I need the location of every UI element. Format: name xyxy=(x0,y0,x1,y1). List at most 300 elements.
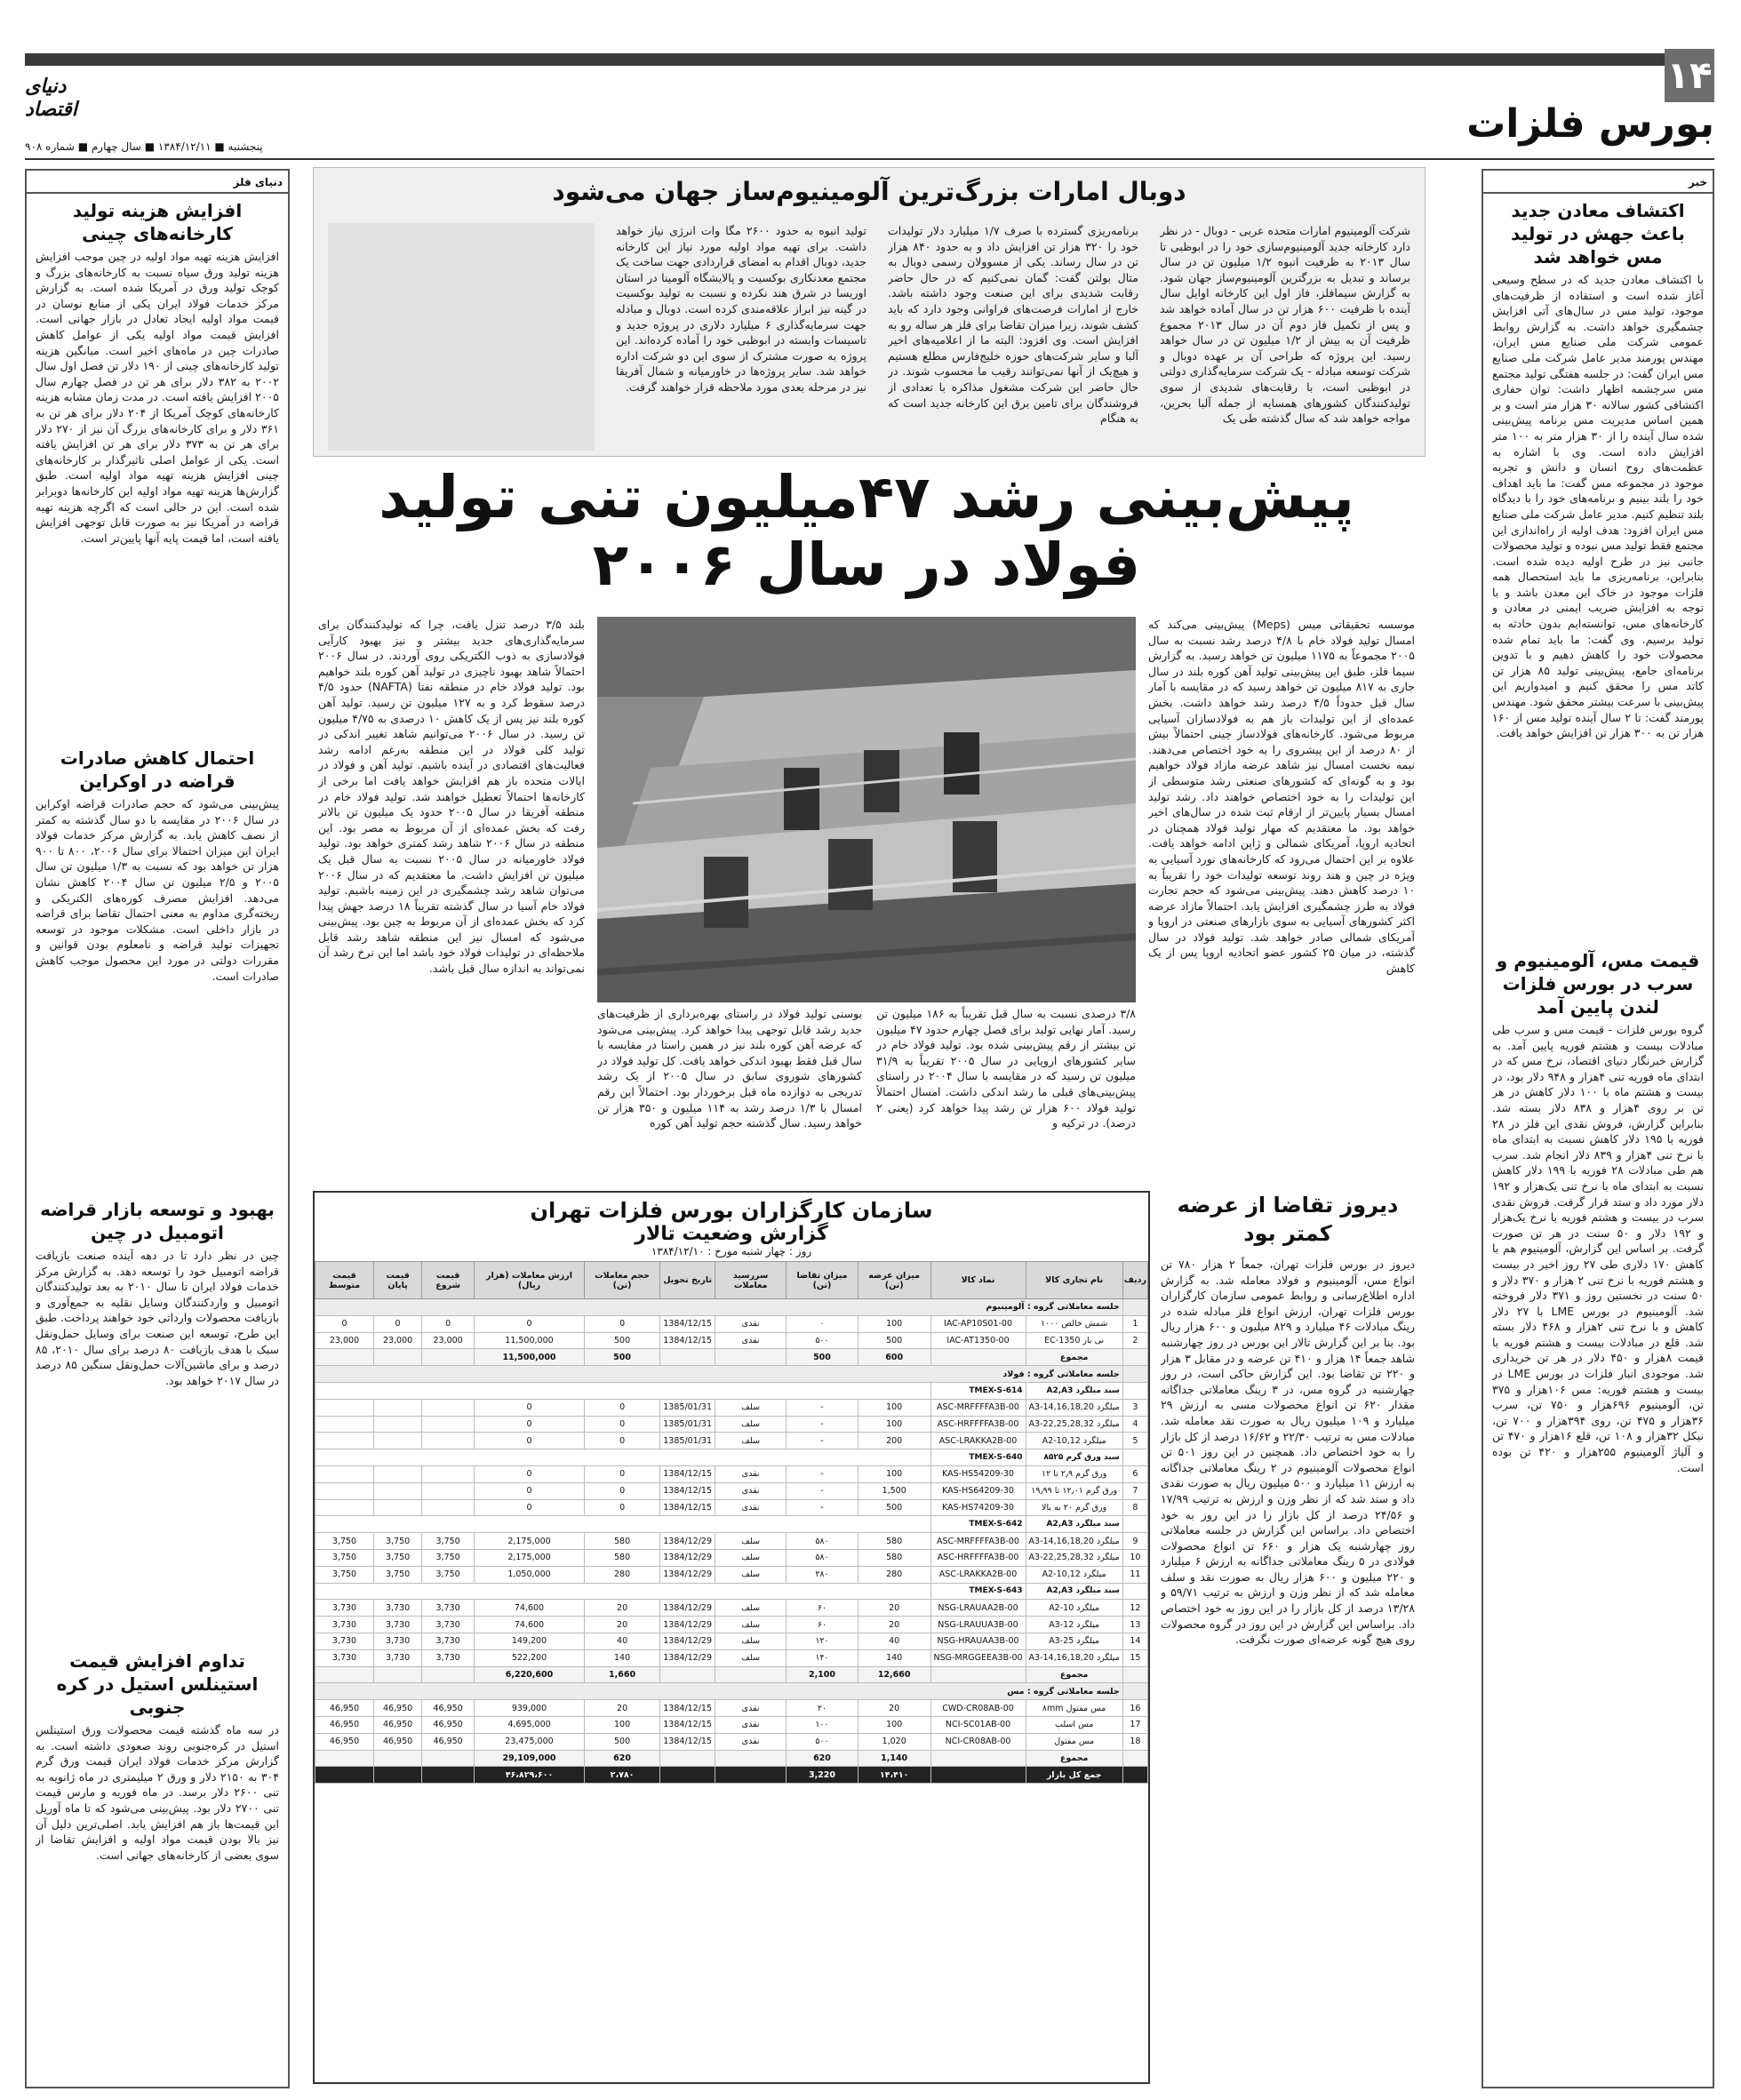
main-headline xyxy=(329,464,1404,606)
table-cell xyxy=(930,1666,1026,1683)
table-cell: - xyxy=(787,1433,859,1449)
table-cell: 2,175,000 xyxy=(475,1533,585,1550)
table-cell xyxy=(422,1465,475,1482)
table-cell xyxy=(315,1449,931,1466)
header-rule xyxy=(25,158,1714,160)
column-header: سررسید معاملات xyxy=(715,1262,787,1299)
table-cell xyxy=(422,1750,475,1767)
table-cell: 580 xyxy=(584,1549,659,1566)
table-row xyxy=(315,1382,1148,1399)
table-cell: ASC-HRFFFFA3B-00 xyxy=(930,1416,1026,1433)
table-cell: 500 xyxy=(858,1499,930,1516)
table-cell: میلگرد A3-14,16,18,20 xyxy=(1026,1649,1122,1666)
table-cell: 1384/12/15 xyxy=(660,1700,715,1717)
table-cell: شمش خالص ۱۰۰۰ xyxy=(1026,1315,1122,1332)
table-cell xyxy=(374,1399,422,1416)
column-tag: خبر xyxy=(1483,171,1713,194)
story-column: بلند ۳/۵ درصد تنزل یافت، چرا که تولیدکنندگان برای سرمایه‌گذاری‌های جدید بیشتر و نیز بهبود کارآیی فولادسازی به ذوب الکتریکی روی آوردند. در سال ۲۰۰۶ احتمالاً شاهد بهبود ناچیزی در تولید آهن کوره بلند خواهیم بود. تولید فولاد خام در منطقه نفتا (NAFTA) حدود ۴/۵ درصد سقوط کرد و به ۱۲۷ میلیون تن رسید. تولید آهن کوره بلند نیز پس از یک کاهش ۱۰ درصدی به ۴/۷۵ میلیون تن رسید. در سال ۲۰۰۶ می‌توانیم شاهد تغییر اندکی در تولید کلی فولاد در این منطقه به‌رغم ادامه رشد فعالیت‌های اقتصادی در آینده باشیم. تولید آهن و فولاد در ایالات متحده باز هم افزایش خواهد یافت اما برخی از کارخانه‌ها احتمالاً تعطیل خواهند شد. تولید فولاد خام در منطقه آفریقا در سال ۲۰۰۵ حدود یک میلیون تن بالاتر رفت که بخش عمده‌ای از آن مربوط به مصر بود. این منطقه در سال ۲۰۰۶ شاهد رشد کمتری خواهد بود. تولید فولاد خاورمیانه در سال ۲۰۰۵ نسبت به سال قبل یک میلیون تن افزایش داشت. ما معتقدیم که در سال ۲۰۰۶ می‌توان شاهد رشد چشمگیری در این زمینه باشیم. تولید فولاد خام آسیا در سال گذشته تقریباً ۱۸ درصد جهش پیدا کرد که بخش عمده‌ای از آن مربوط به چین بود. پیش‌بینی می‌شود که امسال نیز این منطقه شاهد رشد قابل ملاحظه‌ای در تولیدات فولاد خود باشد اما این نرخ رشد آن نمی‌تواند به اندازه سال قبل باشد. xyxy=(318,618,585,976)
table-cell: 0 xyxy=(475,1416,585,1433)
table-cell: NSG-LRAUAA2B-00 xyxy=(930,1600,1026,1617)
table-cell xyxy=(422,1499,475,1516)
table-cell: 0 xyxy=(475,1465,585,1482)
table-row xyxy=(315,1533,1148,1550)
column-header: قیمت پایان xyxy=(374,1262,422,1299)
table-cell: 18 xyxy=(1122,1733,1147,1750)
table-cell: 500 xyxy=(787,1349,859,1366)
story-column: ۳/۸ درصدی نسبت به سال قبل تقریباً به ۱۸۶ میلیون تن رسید. آمار نهایی تولید برای فصل چهارم حدود ۴۷ میلیون تن بیشتر از رقم پیش‌بینی شده بود. تولید فولاد خام در سایر کشورهای اروپایی در سال ۲۰۰۵ تقریباً به ۳۱/۹ میلیون تن رسید که در مقایسه با سال ۲۰۰۴ در راستای پیش‌بینی‌های قبلی ما رشد اندکی داشت. امسال احتمالاً تولید فولاد ۶۰۰ هزار تن رشد پیدا خواهد کرد (یعنی ۲ درصد). در ترکیه و xyxy=(876,1007,1136,1130)
table-cell xyxy=(1122,1299,1147,1316)
table-cell: 3 xyxy=(1122,1399,1147,1416)
table-header xyxy=(315,1262,1148,1299)
table-cell: سلف xyxy=(715,1549,787,1566)
table-cell: 1 xyxy=(1122,1315,1147,1332)
table-cell xyxy=(315,1433,374,1449)
table-row xyxy=(315,1332,1148,1349)
table-cell: نقدی xyxy=(715,1499,787,1516)
table-cell: سلف xyxy=(715,1433,787,1449)
table-cell: 500 xyxy=(584,1332,659,1349)
table-cell: 3,220 xyxy=(787,1767,859,1784)
table-cell xyxy=(715,1349,787,1366)
table-cell: KAS-HS64209-30 xyxy=(930,1482,1026,1499)
table-cell: 4,695,000 xyxy=(475,1716,585,1733)
table-cell: 3,750 xyxy=(422,1566,475,1583)
table-cell: NCI-SC01AB-00 xyxy=(930,1716,1026,1733)
table-cell: - xyxy=(787,1499,859,1516)
table-cell: 46,950 xyxy=(374,1700,422,1717)
table-cell: 40 xyxy=(584,1633,659,1649)
table-cell: 5 xyxy=(1122,1433,1147,1449)
table-cell: 1,140 xyxy=(858,1750,930,1767)
table-cell: 1384/12/15 xyxy=(660,1499,715,1516)
table-cell: 2,175,000 xyxy=(475,1549,585,1566)
table-cell: 620 xyxy=(584,1750,659,1767)
table-cell: 500 xyxy=(584,1733,659,1750)
table-cell xyxy=(374,1349,422,1366)
table-cell xyxy=(315,1382,931,1399)
table-cell: 1384/12/15 xyxy=(660,1332,715,1349)
table-cell: 0 xyxy=(475,1399,585,1416)
table-cell xyxy=(315,1416,374,1433)
table-cell: 100 xyxy=(584,1716,659,1733)
table-cell: 40 xyxy=(858,1633,930,1649)
table-cell: 46,950 xyxy=(315,1733,374,1750)
table-cell: 2,100 xyxy=(787,1666,859,1683)
table-cell: 11,500,000 xyxy=(475,1349,585,1366)
table-cell: 1384/12/29 xyxy=(660,1617,715,1633)
table-cell: NSG-HRAUAA3B-00 xyxy=(930,1633,1026,1649)
basket-label: سبد میلگرد A2,A3 xyxy=(1026,1516,1122,1533)
basket-label: سبد میلگرد A2,A3 xyxy=(1026,1382,1122,1399)
table-row xyxy=(315,1583,1148,1600)
table-cell: ۲،۷۸۰ xyxy=(584,1767,659,1784)
table-cell: سلف xyxy=(715,1600,787,1617)
table-row xyxy=(315,1617,1148,1633)
table-cell xyxy=(315,1583,931,1600)
table-cell xyxy=(374,1666,422,1683)
column-header: میزان تقاضا (تن) xyxy=(787,1262,859,1299)
table-cell: 0 xyxy=(584,1465,659,1482)
section-title: بورس فلزات xyxy=(1466,101,1714,147)
story-title: قیمت مس، آلومینیوم و سرب در بورس فلزات لندن پایین آمد xyxy=(1496,950,1700,1018)
table-row xyxy=(315,1666,1148,1683)
table-cell: 522,200 xyxy=(475,1649,585,1666)
exchange-report xyxy=(313,1191,1150,2084)
table-cell xyxy=(315,1482,374,1499)
table-cell: 500 xyxy=(858,1332,930,1349)
table-cell: - xyxy=(787,1482,859,1499)
table-cell: نقدی xyxy=(715,1332,787,1349)
table-row xyxy=(315,1366,1148,1383)
table-cell: 11 xyxy=(1122,1566,1147,1583)
table-cell xyxy=(374,1433,422,1449)
table-cell: 149,200 xyxy=(475,1633,585,1649)
table-row xyxy=(315,1767,1148,1784)
basket-code: TMEX-S-614 xyxy=(930,1382,1026,1399)
table-cell xyxy=(422,1349,475,1366)
table-cell: ۵۸۰ xyxy=(787,1533,859,1550)
table-row xyxy=(315,1566,1148,1583)
table-row xyxy=(315,1649,1148,1666)
table-cell: 580 xyxy=(584,1533,659,1550)
table-row xyxy=(315,1750,1148,1767)
table-cell: 0 xyxy=(475,1499,585,1516)
table-cell: میلگرد A2-10,12 xyxy=(1026,1566,1122,1583)
story-body: چین در نظر دارد تا در دهه آینده صنعت بازیافت قراضه اتومبیل خود را توسعه دهد. به گزارش مرکز خدمات فولاد ایران تا سال ۲۰۱۰ به بعد تولیدکنندگان اتومبیل و واردکنندگان وسایل نقلیه به جمع‌آوری و بازیافت محصولات وارداتی خود خواهند پرداخت. طبق این طرح، توسعه این صنعت برای وسایل حمل‌ونقل سبک با هدف بازیافت ۸۰ درصد برای سال ۲۰۱۰، ۸۵ درصد و برای ماشین‌آلات حمل‌ونقل سنگین ۸۵ درصد در سال ۲۰۱۷ خواهد بود. xyxy=(36,1249,279,1387)
table-cell: ۵۰۰ xyxy=(787,1733,859,1750)
table-cell: 20 xyxy=(858,1617,930,1633)
table-cell: مجموع xyxy=(1026,1750,1122,1767)
table-cell: میلگرد A2-10,12 xyxy=(1026,1433,1122,1449)
table-cell: 3,730 xyxy=(422,1649,475,1666)
table-cell: ۵۰۰ xyxy=(787,1332,859,1349)
page-number: ۱۴ xyxy=(1665,49,1714,102)
table-cell: میلگرد A3-14,16,18,20 xyxy=(1026,1399,1122,1416)
story-body: با اکتشاف معادن جدید که در سطح وسیعی آغاز شده است و استفاده از ظرفیت‌های موجود، تولید مس در سال‌های آتی افزایش چشمگیری خواهد داشت. به گزارش روابط عمومی شرکت ملی صنایع مس ایران، مهندس پورمند مدیر عامل شرکت ملی صنایع مس ایران گفت: در جلسه هفتگی تولید مجتمع مس سرچشمه اظهار داشت: توان حفاری اکتشافی کشور سالانه ۳۰ هزار متر است و بر همین اساس مدیریت مس برنامه پیش‌بینی شده سال آینده را از ۳۰ هزار متر به ۱۰۰ متر افزایش داده است. وی با اشاره به عظمت‌های روح انسان و دانش و تجربه موجود در مجموعه مس گفت: ما باید اهداف خود را بلند بینیم و برنامه‌های خود را با دیدگاه بلند تنظیم کنیم. مدیر عامل شرکت ملی صنایع مس ایران افزود: هدف اولیه از راه‌اندازی این مجتمع فقط تولید مس نبوده و تولید محصولات جانبی نیز در طرح اولیه دیده شده است. بنابراین، برنامه‌ریزی ما باید استحصال همه فلزات موجود در خاک این معدن باشد و با توجه به افزایش ضریب ایمنی در معادن و کارخانه‌های مس، توانسته‌ایم بدون حادثه به تولید برسیم. وی گفت: ما باید تمام شده محصولات خود را کاهش دهیم و با تدوین برنامه‌ای جامع، پیش‌بینی تولید ۸۵ هزار تن کاتد مس را محقق کنیم و امیدواریم این پیش‌بینی با سرعت بیشتر محقق شود. مهندس پورمند گفت: تا ۲ سال آینده تولید مس از ۱۶۰ هزار تن به ۳۰۰ هزار تن افزایش خواهد یافت. xyxy=(1492,273,1704,740)
table-cell xyxy=(422,1433,475,1449)
table-cell: ورق گرم ۱۲٫۰۱ تا ۱۹٫۹۹ xyxy=(1026,1482,1122,1499)
newspaper-logo: دنیای اقتصاد xyxy=(25,75,77,121)
table-cell: سلف xyxy=(715,1633,787,1649)
table-row xyxy=(315,1349,1148,1366)
table-cell: 0 xyxy=(374,1315,422,1332)
table-cell: 3,750 xyxy=(374,1549,422,1566)
table-cell: 23,000 xyxy=(315,1332,374,1349)
basket-code: TMEX-S-640 xyxy=(930,1449,1026,1466)
table-cell xyxy=(660,1349,715,1366)
story-title: دیروز تقاضا از عرضه کمتر بود xyxy=(1177,1193,1399,1246)
table-cell: 3,750 xyxy=(315,1549,374,1566)
table-cell: 0 xyxy=(584,1416,659,1433)
table-cell: 0 xyxy=(475,1482,585,1499)
table-cell xyxy=(315,1516,931,1533)
table-cell: 0 xyxy=(584,1399,659,1416)
table-cell: ۱۴۰ xyxy=(787,1649,859,1666)
table-cell: 100 xyxy=(858,1465,930,1482)
basket-label: سبد ورق گرم ۸۵۲۵ xyxy=(1026,1449,1122,1466)
table-cell: 46,950 xyxy=(315,1700,374,1717)
table-cell xyxy=(315,1399,374,1416)
story-column: بوسنی تولید فولاد در راستای بهره‌برداری از ظرفیت‌های جدید رشد قابل توجهی پیدا خواهد کرد. پیش‌بینی می‌شود که عرضه آهن کوره بلند نیز در همین راستا در مقایسه با سال قبل فقط بهبود اندکی خواهد یافت. کل تولید فولاد در کشورهای شوروی سابق در سال ۲۰۰۵ از یک رشد تدریجی به دوازده ماه قبل برخوردار بود. احتمالاً این رقم امسال با ۱/۳ درصد رشد به ۱۱۴ میلیون و ۳۵۰ هزار تن خواهد رسید. سال گذشته حجم تولید آهن کوره xyxy=(597,1007,862,1130)
table-cell xyxy=(930,1767,1026,1784)
table-cell: 6 xyxy=(1122,1465,1147,1482)
report-title: سازمان کارگزاران بورس فلزات تهران xyxy=(530,1198,933,1223)
table-cell: ASC-HRFFFFA3B-00 xyxy=(930,1549,1026,1566)
table-cell: نی بار EC-1350 xyxy=(1026,1332,1122,1349)
table-cell xyxy=(715,1750,787,1767)
story-body: افزایش هزینه تهیه مواد اولیه در چین موجب افزایش هزینه تولید ورق سیاه نسبت به کارخانه‌های بزرگ و کوچک تولید ورق در آمریکا شده است. به گزارش مرکز خدمات فولاد ایران یکی از منابع نوسان در قیمت مواد اولیه ایجاد تعادل در بازار جهانی است. افزایش قیمت مواد اولیه یکی از عوامل کاهش صادرات چین در ماه‌های اخیر است. میانگین هزینه تولید کارخانه‌های چینی از ۱۹۰ دلار تن فصل اول سال ۲۰۰۲ به ۳۸۲ دلار برای هر تن در فصل چهارم سال ۲۰۰۵ افزایش یافته است. در مدت زمان مشابه هزینه کارخانه‌های کوچک آمریکا از ۲۰۴ دلار برای هر تن به ۳۶۱ دلار و برای کارخانه‌های بزرگ آن نیز از ۲۷۰ دلار برای هر تن به ۳۷۳ دلار برای هر تن افزایش یافته است. یکی از عوامل اصلی تاثیرگذار بر کارخانه‌های چینی افزایش هزینه تهیه مواد اولیه است. طبق گزارش‌ها هزینه تهیه مواد اولیه این کارخانه‌ها دوبرابر شده است. این در حالی است که اگرچه هزینه تهیه قراضه در آمریکا نیز به صورت قابل توجهی افزایش یافته است، اما قیمت پایه آنها پایین‌تر است. xyxy=(36,250,279,545)
table-cell: 0 xyxy=(584,1482,659,1499)
dateline: پنجشنبه ■ ۱۳۸۴/۱۲/۱۱ ■ سال چهارم ■ شماره ۹۰۸ xyxy=(25,140,263,153)
trading-table xyxy=(315,1261,1148,1784)
table-cell: 0 xyxy=(584,1433,659,1449)
table-cell: 10 xyxy=(1122,1549,1147,1566)
table-cell: 1384/12/15 xyxy=(660,1465,715,1482)
table-cell: نقدی xyxy=(715,1733,787,1750)
table-cell: سلف xyxy=(715,1566,787,1583)
table-cell: IAC-AP10S01-00 xyxy=(930,1315,1026,1332)
table-cell: 4 xyxy=(1122,1416,1147,1433)
table-cell xyxy=(374,1767,422,1784)
table-cell: 100 xyxy=(858,1416,930,1433)
table-row xyxy=(315,1600,1148,1617)
table-row xyxy=(315,1299,1148,1316)
table-row xyxy=(315,1433,1148,1449)
table-cell: ۴۶،۸۲۹،۶۰۰ xyxy=(475,1767,585,1784)
table-cell: نقدی xyxy=(715,1716,787,1733)
aluminium-story xyxy=(313,167,1426,457)
table-cell: 16 xyxy=(1122,1700,1147,1717)
table-cell xyxy=(422,1767,475,1784)
story-title: بهبود و توسعه بازار قراضه اتومبیل در چین xyxy=(40,1199,275,1243)
table-cell: 200 xyxy=(858,1433,930,1449)
table-cell: 3,750 xyxy=(315,1533,374,1550)
story-title: افزایش هزینه تولید کارخانه‌های چینی xyxy=(72,200,243,244)
table-cell: 1384/12/29 xyxy=(660,1566,715,1583)
table-row xyxy=(315,1700,1148,1717)
table-cell: 15 xyxy=(1122,1649,1147,1666)
table-cell xyxy=(1122,1449,1147,1466)
table-cell: 3,750 xyxy=(422,1549,475,1566)
group-label: جلسه معاملاتی گروه : فولاد xyxy=(315,1366,1123,1383)
table-cell xyxy=(422,1416,475,1433)
news-column xyxy=(1481,169,1714,2088)
table-cell: سلف xyxy=(715,1617,787,1633)
table-cell: 0 xyxy=(315,1315,374,1332)
column-header: حجم معاملات (تن) xyxy=(584,1262,659,1299)
table-cell: نقدی xyxy=(715,1465,787,1482)
table-cell: 3,750 xyxy=(315,1566,374,1583)
table-cell: 23,475,000 xyxy=(475,1733,585,1750)
table-cell: 1384/12/29 xyxy=(660,1600,715,1617)
column-header: ارزش معاملات (هزار ریال) xyxy=(475,1262,585,1299)
story-body: دیروز در بورس فلزات تهران، جمعاً ۲ هزار ۷۸۰ تن انواع مس، آلومینیوم و فولاد معامله شد. به گزارش اداره اطلاع‌رسانی و روابط عمومی سازمان کارگزاران بورس فلزات تهران، ارزش انواع فلز مبادله شده در رینگ مبادلات ۴۶ میلیارد و ۸۲۹ میلیون و ۶۰۰ هزار ریال بود. بنا بر این گزارش تالار این بورس در روز چهارشنبه شاهد جمعاً ۱۴ هزار و ۴۱۰ تن عرضه و در مقابل ۳ هزار و ۲۲۰ تن تقاضا بود. این گزارش حاکی است، در روز چهارشنبه در گروه مس، در ۳ رینگ معاملاتی جداگانه مقدار ۶۲۰ تن انواع محصولات مسی به ارزش ۲۹ میلیارد و ۱۰۹ میلیون ریال به صورت نقد معامله شد. مبادلات مس به ترتیب ۲۲/۳۰ و ۱۶/۶۲ درصد از کل بازار را به خود اختصاص داد. همچنین در این روز ۵۰۱ تن انواع محصولات آلومینیوم در ۲ رینگ معاملاتی جداگانه به ارزش ۱۱ میلیارد و ۵۰۰ میلیون ریال به صورت نقدی داد و ستد شد که از نظر وزن و ارزش به ترتیب ۱۷/۹۹ و ۲۴/۵۶ درصد از کل بازار را در این روز به خود اختصاص داد. براساس این گزارش در جلسه معاملاتی روز چهارشنبه یک هزار و ۶۶۰ تن انواع محصولات فولادی در ۵ رینگ معاملاتی جداگانه به ارزش ۶ میلیارد و ۲۲۰ میلیون و ۶۰۰ هزار ریال به صورت نقد و سلف معامله شد که از نظر وزن و ارزش به ترتیب ۵۹/۷۱ و ۱۳/۲۸ درصد از کل بازار را در این روز به خود اختصاص داد. براساس این گزارش در این روز در گروه محصولات روی هیچ گونه عرضه‌ای صورت نگرفت. xyxy=(1161,1258,1415,1647)
steel-beams-illustration xyxy=(597,617,1136,1002)
table-cell xyxy=(1122,1666,1147,1683)
table-row xyxy=(315,1449,1148,1466)
table-cell: 100 xyxy=(858,1399,930,1416)
table-cell: ۶۰ xyxy=(787,1617,859,1633)
table-cell: 46,950 xyxy=(374,1733,422,1750)
table-row xyxy=(315,1633,1148,1649)
table-cell: نقدی xyxy=(715,1315,787,1332)
table-cell: 620 xyxy=(787,1750,859,1767)
table-row xyxy=(315,1465,1148,1482)
group-label: جلسه معاملاتی گروه : مس xyxy=(315,1683,1123,1700)
table-cell: ورق گرم ۲٫۹ تا ۱۲ xyxy=(1026,1465,1122,1482)
table-cell: 3,730 xyxy=(422,1617,475,1633)
table-cell: مس مفتول xyxy=(1026,1733,1122,1750)
table-cell: 100 xyxy=(858,1315,930,1332)
column-header: میزان عرضه (تن) xyxy=(858,1262,930,1299)
table-row xyxy=(315,1549,1148,1566)
table-cell: KAS-HS54209-30 xyxy=(930,1465,1026,1482)
table-cell: 1384/12/29 xyxy=(660,1649,715,1666)
table-cell: میلگرد A3-14,16,18,20 xyxy=(1026,1533,1122,1550)
table-cell: 46,950 xyxy=(422,1716,475,1733)
table-cell: IAC-AT1350-00 xyxy=(930,1332,1026,1349)
table-cell xyxy=(1122,1583,1147,1600)
table-row xyxy=(315,1733,1148,1750)
table-cell xyxy=(374,1465,422,1482)
table-cell: 23,000 xyxy=(374,1332,422,1349)
table-cell: ۱۴،۴۱۰ xyxy=(858,1767,930,1784)
table-cell: 1384/12/15 xyxy=(660,1315,715,1332)
table-cell: 0 xyxy=(475,1433,585,1449)
table-cell: مس مفتول ۸mm xyxy=(1026,1700,1122,1717)
table-cell: 280 xyxy=(858,1566,930,1583)
table-cell xyxy=(930,1750,1026,1767)
table-cell: - xyxy=(787,1465,859,1482)
table-cell: 1384/12/15 xyxy=(660,1482,715,1499)
table-body xyxy=(315,1299,1148,1784)
table-cell: 20 xyxy=(584,1617,659,1633)
story-body: در سه ماه گذشته قیمت محصولات ورق استینلس استیل در کره‌جنوبی روند صعودی داشته است. به گزارش مرکز خدمات فولاد ایران قیمت ورق گرم ۳۰۴ به ۲۱۵۰ دلار و ورق ۲ میلیمتری در ماه ژانویه به تنی ۲۶۰۰ دلار برسد. در ماه فوریه و مارس قیمت تنی ۲۷۰۰ دلار بود. پیش‌بینی می‌شود که تا ماه آوریل این قیمت‌ها باز هم افزایش یابد. اصلی‌ترین دلیل آن نیز بالا بودن قیمت مواد اولیه و افزایش تقاضا از سوی بعضی از کارخانه‌های جهانی است. xyxy=(36,1723,279,1862)
table-cell xyxy=(1122,1366,1147,1383)
table-cell xyxy=(1122,1349,1147,1366)
report-date: روز : چهار شنبه مورخ : ۱۳۸۴/۱۲/۱۰ xyxy=(651,1245,812,1258)
story-title: اکتشاف معادن جدید باعث جهش در تولید مس خواهد شد xyxy=(1511,200,1685,267)
table-cell: 1384/12/29 xyxy=(660,1533,715,1550)
table-cell: 3,730 xyxy=(374,1649,422,1666)
table-cell: میلگرد A3-12 xyxy=(1026,1617,1122,1633)
table-cell: 1,020 xyxy=(858,1733,930,1750)
table-cell: - xyxy=(787,1416,859,1433)
table-cell: 0 xyxy=(584,1315,659,1332)
table-cell: 20 xyxy=(584,1700,659,1717)
table-cell xyxy=(930,1349,1026,1366)
trade-story xyxy=(1161,1191,1415,2080)
table-cell xyxy=(715,1767,787,1784)
table-cell: سلف xyxy=(715,1533,787,1550)
column-header: تاریخ تحویل xyxy=(660,1262,715,1299)
story-body: گروه بورس فلزات - قیمت مس و سرب طی مبادلات بیست و هشتم فوریه پایین آمد. به گزارش خبرنگار دنیای اقتصاد، نرخ مس که در ابتدای ماه فوریه تنی ۴هزار و ۹۴۸ دلار بود، در بیست و هشتم ماه با ۱۰۰ دلار کاهش در هر تن بر روی ۴هزار و ۸۳۸ دلار بسته شد. بنابراین گزارش، فروش نقدی این فلز در ۲۸ فوریه با ۱۹۵ دلار کاهش نسبت به ابتدای ماه با نرخ تنی ۴هزار و ۸۳۹ دلار انجام شد. سرب هم طی مبادلات ۲۸ فوریه با ۱۹۹ دلار کاهش نسبت به ابتدای ماه با نرخ تنی یک‌هزار و ۱۹۲ دلار مورد داد و ستد قرار گرفت. فروش نقدی سرب در بیست و هشتم فوریه با نرخ یک‌هزار و ۱۹۲ دلار و ۵۰ سنت در هر تن صورت گرفت. بر اساس این گزارش، آلومینیوم هم با کاهش ۱۷۰ دلاری طی ۲۷ روز اخیر در بیست و هشتم فوریه با نرخ تنی ۲ هزار و ۳۷۰ دلار و ۵۰ سنت در نخستین روز و ۳۷۱ دلار فروخته شد. آلومینیوم در بورس LME با ۲۷ دلار کاهش و با نرخ تنی ۲هزار و ۴۶۸ دلار بسته شد. قلع در مبادلات بیست و هشتم فوریه با قیمت ۸هزار و ۴۵۰ دلار در هر تن خریداری شد. موجودی انبار فلزات در بورس LME در بیست و هشتم فوریه: مس ۱۰۶هزار و ۳۷۵ تن، آلومینیوم ۶۹۶هزار و ۷۵۰ تن، سرب ۳۶هزار و ۴۷۵ تن، روی ۳۹۴هزار و ۷۰۰ تن، نیکل ۳۲هزار و ۱۰۸ تن، قلع ۱۶هزار و ۴۷۰ تن و آلیاژ آلومینیوم ۲۵۵هزار و ۴۲۰ تن بوده است. xyxy=(1492,1023,1704,1474)
table-cell: 3,730 xyxy=(315,1600,374,1617)
table-cell: 8 xyxy=(1122,1499,1147,1516)
table-cell: 1,660 xyxy=(584,1666,659,1683)
table-row xyxy=(315,1516,1148,1533)
table-cell: ASC-MRFFFFA3B-00 xyxy=(930,1399,1026,1416)
table-row xyxy=(315,1315,1148,1332)
table-cell: ۱۲۰ xyxy=(787,1633,859,1649)
table-row xyxy=(315,1482,1148,1499)
table-cell: 280 xyxy=(584,1566,659,1583)
table-cell: 939,000 xyxy=(475,1700,585,1717)
story-column: موسسه تحقیقاتی میس (Meps) پیش‌بینی می‌کند که امسال تولید فولاد خام با ۴/۸ درصد رشد نسبت به سال ۲۰۰۵ مجموعاً به ۱۱۷۵ میلیون تن خواهد رسید. به گزارش سیما فلز، طبق این پیش‌بینی تولید آهن کوره بلند در سال جاری به ۸۱۷ میلیون تن خواهد رسید که در مقایسه با آمار سال قبل حدوداً ۴/۵ درصد رشد خواهد داشت. بخش عمده‌ای از این تولیدات باز هم به فولادسازان آسیایی مربوط می‌شود. کارخانه‌های فولادساز چینی احتمالاً بیش از ۸۰ درصد از این پیشروی را به خود اختصاص می‌دهند. نیمه نخست امسال نیز شاهد عرضه مازاد فولاد خواهیم بود و به گونه‌ای که کشورهای صنعتی رشد متوسطی از این تولیدات را به خود اختصاص خواهند داد. رشد تولید امسال بسیار پایین‌تر از ارقام ثبت شده در سال‌های اخیر خواهد بود. ما معتقدیم که مهار تولید فولاد همچنان در اتحادیه اروپا، آمریکای شمالی و ژاپن ادامه خواهد یافت. علاوه بر این احتمال می‌رود که کارخانه‌های نورد آسیایی به ویژه در چین و هند روند توسعه تولیدات خود را تقریباً به ۱۰ درصد کاهش دهند. پیش‌بینی می‌شود که حجم تجارت فولاد به طرز چشمگیری افزایش یابد. احتمالاً مازاد عرضه اکثر کشورهای آسیایی به سوی بازارهای صنعتی در اروپا و آمریکای شمالی صادر خواهد شد. تولید فولاد در سال گذشته، در میان ۲۵ کشور عضو اتحادیه اروپا پس از یک کاهش xyxy=(1148,618,1415,976)
table-cell: نقدی xyxy=(715,1700,787,1717)
story-title: دوبال امارات بزرگ‌ترین آلومینیوم‌ساز جهان می‌شود xyxy=(552,177,1186,206)
table-cell: 3,730 xyxy=(315,1633,374,1649)
table-cell xyxy=(660,1666,715,1683)
table-row xyxy=(315,1399,1148,1416)
table-cell: ۱۰۰ xyxy=(787,1716,859,1733)
table-cell: 17 xyxy=(1122,1716,1147,1733)
table-cell: 11,500,000 xyxy=(475,1332,585,1349)
table-cell: ۵۸۰ xyxy=(787,1549,859,1566)
table-cell xyxy=(660,1767,715,1784)
table-cell: مس اسلب xyxy=(1026,1716,1122,1733)
table-cell: 3,730 xyxy=(422,1600,475,1617)
table-cell: 3,730 xyxy=(422,1633,475,1649)
table-cell xyxy=(315,1349,374,1366)
table-cell: ۲۸۰ xyxy=(787,1566,859,1583)
story-body: پیش‌بینی می‌شود که حجم صادرات قراضه اوکراین در سال ۲۰۰۶ در مقایسه با دو سال گذشته به کمتر از نصف کاهش یابد. به گزارش مرکز خدمات فولاد ایران این میزان احتمالا برای سال ۲۰۰۶، ۸۰۰ تا ۹۰۰ هزار تن خواهد بود که نسبت به ۱/۳ میلیون تن سال ۲۰۰۵ و ۲/۵ میلیون تن سال ۲۰۰۴ کاهش نشان می‌دهد. افزایش مصرف کوره‌های الکتریکی و ریخته‌گری مداوم به معنی احتمال تقاضا برای قراضه در بازار داخلی است. مشکلات موجود در توسعه تجهیزات تولید قراضه و نامعلوم بودن قوانین و مقررات دولتی در مورد این محصول موجب کاهش صادرات است. xyxy=(36,797,279,983)
metal-world-column xyxy=(25,169,290,2088)
table-cell: KAS-HS74209-30 xyxy=(930,1499,1026,1516)
table-cell: 13 xyxy=(1122,1617,1147,1633)
story-column: شرکت آلومینیوم امارات متحده عربی - دوبال - در نظر دارد کارخانه جدید آلومینیوم‌سازی خود را در ابوظبی تا سال ۲۰۱۳ به ظرفیت انبوه ۱/۲ میلیون تن در سال برساند و تبدیل به بزرگترین آلومینیوم‌ساز جهان شود. به گزارش سیمافلز، فاز اول این کارخانه اوایل سال آینده با ظرفیت ۶۰۰ هزار تن در سال آماده خواهد شد و پس از تکمیل فاز دوم آن در سال ۲۰۱۳ مجموع ظرفیت آن به بیش از ۱/۲ میلیون تن در سال خواهد رسید. این پروژه که طراحی آن بر عهده دوبال و شرکت توسعه مبادله - یک شرکت سرمایه‌گذاری دولتی در ابوظبی است، با رقابت‌های شدیدی از سوی تولیدکنندگان کشورهای همسایه از جمله آلبا بحرین، مواجه خواهد شد که سال گذشته طی یک xyxy=(1160,224,1410,426)
table-cell xyxy=(374,1750,422,1767)
steel-beams-photo xyxy=(597,617,1136,1002)
table-cell xyxy=(422,1399,475,1416)
table-cell: 3,750 xyxy=(374,1533,422,1550)
table-row xyxy=(315,1683,1148,1700)
table-cell: 1384/12/29 xyxy=(660,1633,715,1649)
table-cell: میلگرد A3-25 xyxy=(1026,1633,1122,1649)
table-cell: 46,950 xyxy=(422,1733,475,1750)
column-tag: دنیای فلز xyxy=(27,171,288,194)
table-cell: 7 xyxy=(1122,1482,1147,1499)
table-cell: 1384/12/15 xyxy=(660,1733,715,1750)
table-cell: 9 xyxy=(1122,1533,1147,1550)
table-cell xyxy=(1122,1683,1147,1700)
table-cell: 14 xyxy=(1122,1633,1147,1649)
table-cell xyxy=(315,1750,374,1767)
table-cell: 0 xyxy=(475,1315,585,1332)
table-cell: 12 xyxy=(1122,1600,1147,1617)
table-cell: 3,730 xyxy=(374,1600,422,1617)
table-cell: 140 xyxy=(584,1649,659,1666)
table-cell xyxy=(422,1666,475,1683)
table-cell: 20 xyxy=(858,1600,930,1617)
table-cell: 1385/01/31 xyxy=(660,1399,715,1416)
table-cell: 3,730 xyxy=(374,1617,422,1633)
table-cell xyxy=(315,1767,374,1784)
table-cell: مجموع xyxy=(1026,1349,1122,1366)
table-cell: CWD-CR08AB-00 xyxy=(930,1700,1026,1717)
table-cell: 3,730 xyxy=(374,1633,422,1649)
table-cell: 46,950 xyxy=(374,1716,422,1733)
table-cell xyxy=(1122,1382,1147,1399)
table-cell: میلگرد A3-22,25,28,32 xyxy=(1026,1549,1122,1566)
column-header: ردیف xyxy=(1122,1262,1147,1299)
table-cell: 1385/01/31 xyxy=(660,1416,715,1433)
table-cell: ۶۰ xyxy=(787,1600,859,1617)
table-cell: 0 xyxy=(422,1315,475,1332)
table-cell xyxy=(1122,1516,1147,1533)
table-cell: ASC-MRFFFFA3B-00 xyxy=(930,1533,1026,1550)
story-column: برنامه‌ریزی گسترده با صرف ۱/۷ میلیارد دلار تولیدات خود را ۳۲۰ هزار تن افزایش داد و به حدود ۸۴۰ هزار تن در سال رساند. یکی از مسوولان رسمی دوبال به متال بولتن گفت: گمان نمی‌کنیم که در حال حاضر رقابت شدیدی برای این صنعت وجود داشته باشد. خارج از امارات فرصت‌های فراوانی وجود دارد که باید کشف شوند، زیرا میزان تقاضا برای فلز هر ساله رو به افزایش است. وی افزود: البته ما از اعلامیه‌های اخیر آلبا و سایر شرکت‌های حوزه خلیج‌فارس مطلع هستیم و هیچ‌یک از آنها نمی‌توانند رقیب ما محسوب شوند. در حال حاضر این شرکت مشغول مذاکره با تعدادی از فروشندگان برای تامین برق این کارخانه جدید است که به هنگام xyxy=(888,224,1138,426)
